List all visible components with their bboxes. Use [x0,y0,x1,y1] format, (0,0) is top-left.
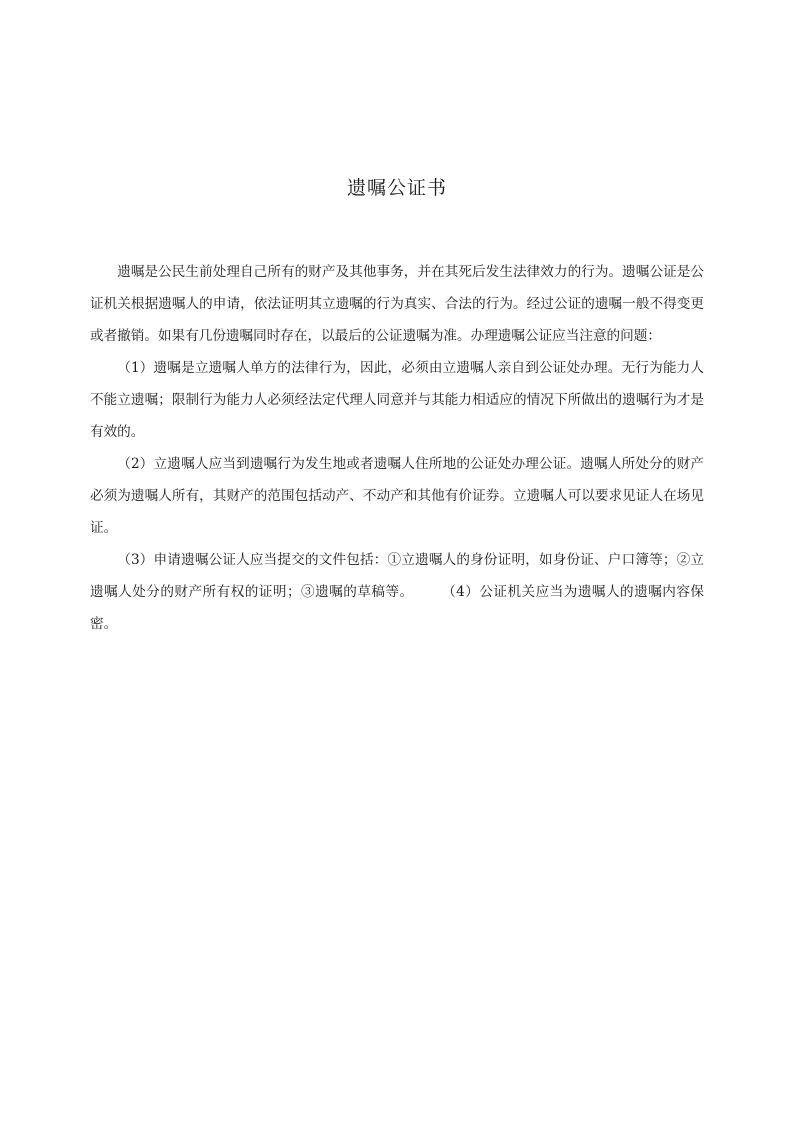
paragraph-item-4: （4）公证机关应当为遗嘱人的遗嘱内容保密。 [90,584,704,632]
document-title: 遗嘱公证书 [346,177,447,199]
paragraph-item-3-4 [90,544,704,640]
paragraph-item-3: （3）申请遗嘱公证人应当提交的文件包括：①立遗嘱人的身份证明，如身份证、户口簿等；②立遗嘱人处分的财产所有权的证明；③遗嘱的草稿等。 [90,552,704,600]
paragraph-item-2: （2）立遗嘱人应当到遗嘱行为发生地或者遗嘱人住所地的公证处办理公证。遗嘱人所处分的财产必须为遗嘱人所有，其财产的范围包括动产、不动产和其他有价证券。立遗嘱人可以要求见证人在场见证。 [90,456,704,536]
paragraph-intro: 遗嘱是公民生前处理自己所有的财产及其他事务，并在其死后发生法律效力的行为。遗嘱公证是公证机关根据遗嘱人的申请，依法证明其立遗嘱的行为真实、合法的行为。经过公证的遗嘱一般不得变更或者撤销。如果有几份遗嘱同时存在，以最后的公证遗嘱为准。办理遗嘱公证应当注意的问题： [90,264,704,344]
paragraph-item-1: （1）遗嘱是立遗嘱人单方的法律行为，因此，必须由立遗嘱人亲自到公证处办理。无行为能力人不能立遗嘱；限制行为能力人必须经法定代理人同意并与其能力相适应的情况下所做出的遗嘱行为才是有效的。 [90,360,704,440]
document-body [90,256,704,640]
